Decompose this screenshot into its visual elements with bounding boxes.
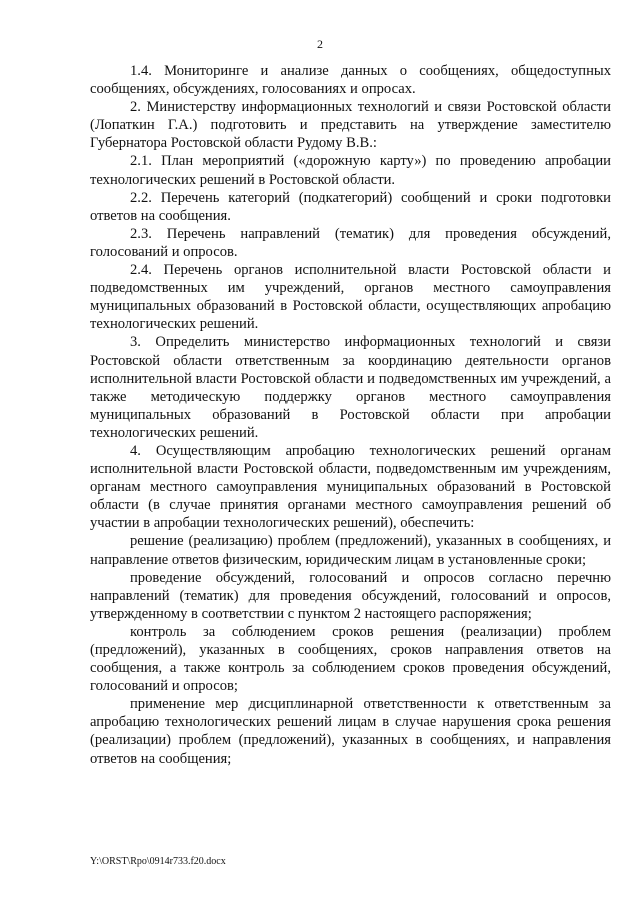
paragraph-4-item-4: применение мер дисциплинарной ответственности к ответственным за апробацию технологических решений лицам в случае нарушения срока решения (реализации) проблем (предложений), указанных в сообщениях, и направления ответов на сообщения;: [90, 696, 611, 767]
paragraph-2-4: 2.4. Перечень органов исполнительной власти Ростовской области и подведомственных им учреждений, органов местного самоуправления муниципальных образований в Ростовской области, осуществляющих апробацию технологических решений.: [90, 262, 611, 333]
paragraph-1-4: 1.4. Мониторинге и анализе данных о сообщениях, общедоступных сообщениях, обсуждениях, голосованиях и опросах.: [90, 63, 611, 98]
paragraph-4-item-1: решение (реализацию) проблем (предложений), указанных в сообщениях, и направление ответов физическим, юридическим лицам в установленные сроки;: [90, 533, 611, 568]
paragraph-4-item-3: контроль за соблюдением сроков решения (реализации) проблем (предложений), указанных в сообщениях, сроков направления ответов на сообщения, а также контроль за соблюдением сроков проведения обсуждений, голосований и опросов;: [90, 623, 611, 695]
paragraph-2: 2. Министерству информационных технологий и связи Ростовской области (Лопаткин Г.А.) подготовить и представить на утверждение заместителю Губернатора Ростовской области Рудому В.В.:: [90, 99, 611, 152]
paragraph-4: 4. Осуществляющим апробацию технологических решений органам исполнительной власти Ростовской области, подведомственным им учреждениям, органам местного самоуправления муниципальных образований в Ростовской области (в случае принятия органами местного самоуправления решений об участии в апробации технологических решений), обеспечить:: [90, 442, 611, 532]
paragraph-2-1: 2.1. План мероприятий («дорожную карту») по проведению апробации технологических решений в Ростовской области.: [90, 153, 611, 188]
document-body: [90, 62, 611, 768]
footer-file-path: Y:\ORST\Rpo\0914r733.f20.docx: [90, 856, 226, 867]
paragraph-3: 3. Определить министерство информационных технологий и связи Ростовской области ответственным за координацию деятельности органов исполнительной власти Ростовской области и подведомственных им учреждений, а также методическую поддержку органов местного самоуправления муниципальных образований в Ростовской области при апробации технологических решений.: [90, 334, 611, 441]
paragraph-2-2: 2.2. Перечень категорий (подкатегорий) сообщений и сроки подготовки ответов на сообщения.: [90, 189, 611, 224]
paragraph-2-3: 2.3. Перечень направлений (тематик) для проведения обсуждений, голосований и опросов.: [90, 225, 611, 260]
paragraph-4-item-2: проведение обсуждений, голосований и опросов согласно перечню направлений (тематик) для проведения обсуждений, голосований и опросов, утвержденному в соответствии с пунктом 2 настоящего распоряжения;: [90, 569, 611, 622]
page-number: 2: [317, 37, 323, 51]
